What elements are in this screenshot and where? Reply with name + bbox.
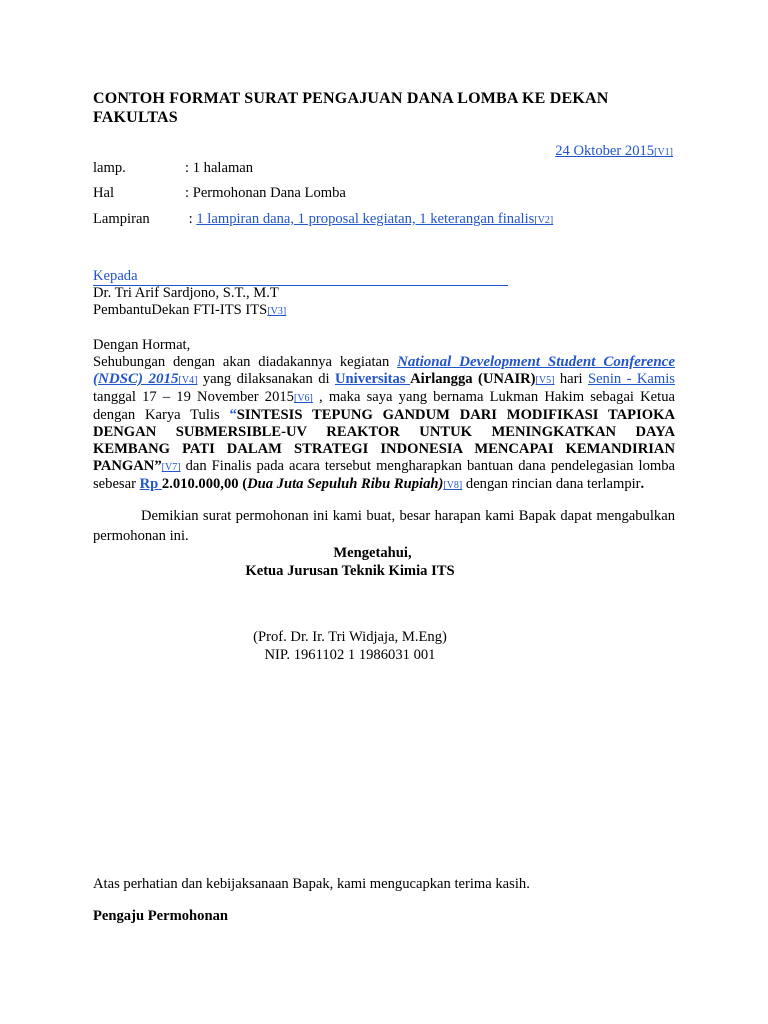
amount: 2.010.000,00	[161, 476, 239, 492]
comment-marker-v2[interactable]: [V2]	[534, 215, 554, 226]
lampiran-value[interactable]: 1 lampiran dana, 1 proposal kegiatan, 1 keterangan finalis	[196, 211, 535, 227]
comment-marker-v1[interactable]: [V1]	[654, 147, 673, 158]
university-rest: Airlangga (UNAIR)	[410, 371, 536, 387]
lampiran-label: Lampiran	[93, 211, 150, 227]
lamp-label: lamp.	[93, 160, 126, 176]
days-link[interactable]: Senin - Kamis	[587, 371, 675, 387]
hal-value: : Permohonan Dana Lomba	[185, 185, 346, 201]
position-text: PembantuDekan FTI-ITS ITS	[93, 302, 268, 318]
date-text[interactable]: 24 Oktober 2015	[555, 143, 655, 159]
closing-paragraph	[93, 506, 675, 546]
body-text-5: , maka saya yang bernama Lukman Hakim sebagai Ketua dengan Karya Tulis	[93, 389, 675, 423]
period: .	[640, 476, 645, 492]
comment-marker-v5[interactable]: [V5]	[535, 375, 555, 386]
body-text-3: hari	[554, 371, 588, 387]
signatory-role: Ketua Jurusan Teknik Kimia ITS	[245, 563, 455, 579]
hal-label: Hal	[93, 185, 115, 201]
header-row-lampiran	[93, 209, 553, 229]
recipient-position	[93, 302, 286, 320]
paren-open: (	[238, 476, 248, 492]
body-text-6: dan Finalis pada acara tersebut mengharapkan bantuan dana pendelegasian lomba sebesar	[93, 458, 675, 492]
mengetahui: Mengetahui,	[333, 545, 412, 561]
comment-marker-v4[interactable]: [V4]	[178, 375, 198, 386]
kepada-text: Kepada	[93, 268, 138, 284]
body-text-2: yang dilaksanakan di	[197, 371, 335, 387]
signatory-nip: NIP. 1961102 1 1986031 001	[264, 647, 436, 663]
comment-marker-v8[interactable]: [V8]	[443, 480, 463, 491]
comment-marker-v6[interactable]: [V6]	[293, 393, 313, 404]
greeting: Dengan Hormat,	[93, 337, 191, 353]
applicant-label: Pengaju Permohonan	[93, 908, 228, 924]
recipient-kepada	[93, 268, 508, 286]
letter-date	[555, 143, 673, 160]
body-paragraph	[93, 354, 675, 494]
body-text-7: dengan rincian dana terlampir	[462, 476, 641, 492]
body-text-4: tanggal 17 – 19 November 2015	[93, 389, 294, 405]
karya-title: SINTESIS TEPUNG GANDUM DARI MODIFIKASI TAPIOKA DENGAN SUBMERSIBLE-UV REAKTOR UNTUK MENINGKATKAN DAYA KEMBANG PATI DALAM STRATEGI INDONESIA MENCAPAI KEMANDIRIAN PANGAN”	[93, 407, 675, 474]
thanks-text: Atas perhatian dan kebijaksanaan Bapak, kami mengucapkan terima kasih.	[93, 876, 530, 892]
closing-text: Demikian surat permohonan ini kami buat, besar harapan kami Bapak dapat mengabulkan permohonan ini.	[93, 508, 675, 544]
quote-open: “	[229, 407, 237, 423]
amount-words: Dua Juta Sepuluh Ribu Rupiah)	[247, 476, 444, 492]
rp-link[interactable]: Rp	[139, 476, 162, 492]
lamp-value: : 1 halaman	[185, 160, 254, 176]
body-text-1: Sehubungan dengan akan diadakannya kegiatan	[93, 354, 398, 370]
event-name-link[interactable]: National Development Student Conference (NDSC) 2015	[93, 354, 675, 387]
header-row-hal	[93, 183, 346, 203]
university-link[interactable]: Universitas	[334, 371, 411, 387]
lampiran-colon: :	[185, 211, 197, 227]
signatory-name: (Prof. Dr. Ir. Tri Widjaja, M.Eng)	[253, 629, 447, 645]
comment-marker-v3[interactable]: [V3]	[267, 306, 287, 317]
document-title: CONTOH FORMAT SURAT PENGAJUAN DANA LOMBA KE DEKAN FAKULTAS	[93, 90, 609, 126]
header-row-lamp	[93, 158, 253, 178]
recipient-name: Dr. Tri Arif Sardjono, S.T., M.T	[93, 285, 279, 301]
comment-marker-v7[interactable]: [V7]	[161, 462, 181, 473]
